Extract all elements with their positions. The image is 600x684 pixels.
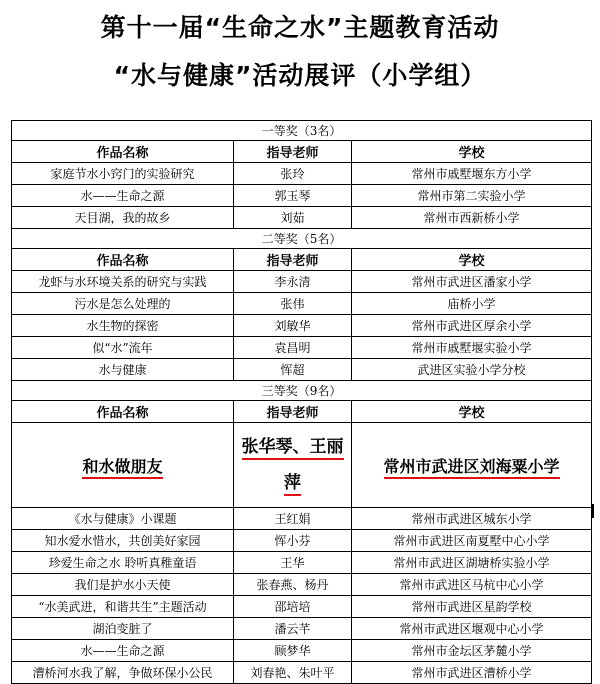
school-cell: 常州市武进区堰观中心小学 [352,618,592,640]
header-school: 学校 [352,249,592,271]
work-cell: 水与健康 [12,359,234,381]
school-cell: 常州市戚墅堰实验小学 [352,337,592,359]
work-cell: 似“水”流年 [12,337,234,359]
table-row [12,185,592,207]
work-cell: 珍爱生命之水 聆听真稚童语 [12,552,234,574]
awards-table-body [12,121,592,684]
work-cell: 水——生命之源 [12,185,234,207]
table-row [12,271,592,293]
prize-heading: 三等奖（9名） [12,381,592,401]
table-row [12,207,592,229]
teacher-cell: 李永清 [234,271,352,293]
header-row [12,141,592,163]
prize-heading: 二等奖（5名） [12,229,592,249]
header-work: 作品名称 [12,401,234,423]
teacher-cell: 刘春艳、朱叶平 [234,662,352,684]
teacher-cell: 刘茹 [234,207,352,229]
school-cell: 常州市西新桥小学 [352,207,592,229]
school-cell: 常州市武进区湖塘桥实验小学 [352,552,592,574]
table-row [12,618,592,640]
header-work: 作品名称 [12,141,234,163]
teacher-cell: 潘云芊 [234,618,352,640]
work-cell: 天目湖，我的故乡 [12,207,234,229]
work-cell: 家庭节水小窍门的实验研究 [12,163,234,185]
school-cell: 常州市武进区马杭中心小学 [352,574,592,596]
table-row [12,508,592,530]
work-cell: 《水与健康》小课题 [12,508,234,530]
header-teacher: 指导老师 [234,249,352,271]
teacher-cell: 袁昌明 [234,337,352,359]
table-row [12,574,592,596]
teacher-cell: 王红娟 [234,508,352,530]
teacher-cell: 邵培培 [234,596,352,618]
work-cell: 漕桥河水我了解，争做环保小公民 [12,662,234,684]
header-work: 作品名称 [12,249,234,271]
work-cell: 污水是怎么处理的 [12,293,234,315]
work-cell: 我们是护水小天使 [12,574,234,596]
school-cell: 常州市武进区漕桥小学 [352,662,592,684]
teacher-cell: 恽小芬 [234,530,352,552]
teacher-cell: 郭玉琴 [234,185,352,207]
table-row [12,423,592,508]
prize-heading-row [12,381,592,401]
table-row [12,552,592,574]
teacher-cell: 张春燕、杨丹 [234,574,352,596]
teacher-cell-text: 张华琴、王丽萍 [242,437,344,496]
prize-heading-row [12,121,592,141]
teacher-cell: 顾梦华 [234,640,352,662]
teacher-cell: 张玲 [234,163,352,185]
work-cell: 龙虾与水环境关系的研究与实践 [12,271,234,293]
table-row [12,640,592,662]
header-row [12,401,592,423]
prize-heading-row [12,229,592,249]
header-school: 学校 [352,401,592,423]
prize-heading: 一等奖（3名） [12,121,592,141]
work-cell: 水生物的探密 [12,315,234,337]
school-cell: 常州市武进区星韵学校 [352,596,592,618]
school-cell: 常州市武进区厚余小学 [352,315,592,337]
school-cell: 庙桥小学 [352,293,592,315]
school-cell [352,423,592,508]
table-row [12,315,592,337]
work-cell: 水——生命之源 [12,640,234,662]
work-cell: 湖泊变脏了 [12,618,234,640]
table-row [12,293,592,315]
school-cell: 常州市武进区南夏墅中心小学 [352,530,592,552]
teacher-cell: 张伟 [234,293,352,315]
teacher-cell: 王华 [234,552,352,574]
table-row [12,337,592,359]
header-row [12,249,592,271]
header-teacher: 指导老师 [234,141,352,163]
table-row [12,530,592,552]
work-cell: “水美武进，和谐共生”主题活动 [12,596,234,618]
school-cell: 武进区实验小学分校 [352,359,592,381]
header-school: 学校 [352,141,592,163]
school-cell: 常州市金坛区茅麓小学 [352,640,592,662]
work-cell [12,423,234,508]
work-cell-text: 和水做朋友 [82,457,162,479]
table-row [12,596,592,618]
school-cell-text: 常州市武进区刘海粟小学 [384,457,560,479]
teacher-cell: 恽超 [234,359,352,381]
table-row [12,359,592,381]
school-cell: 常州市第二实验小学 [352,185,592,207]
title-line-2: “水与健康”活动展评（小学组） [113,61,487,90]
awards-table [11,120,592,684]
teacher-cell: 刘敏华 [234,315,352,337]
teacher-cell [234,423,352,508]
header-teacher: 指导老师 [234,401,352,423]
title-line-1: 第十一届“生命之水”主题教育活动 [100,13,500,42]
table-row [12,163,592,185]
school-cell: 常州市戚墅堰东方小学 [352,163,592,185]
work-cell: 知水爱水惜水，共创美好家园 [12,530,234,552]
school-cell: 常州市武进区潘家小学 [352,271,592,293]
table-row [12,662,592,684]
school-cell: 常州市武进区城东小学 [352,508,592,530]
edge-mark [592,504,594,518]
